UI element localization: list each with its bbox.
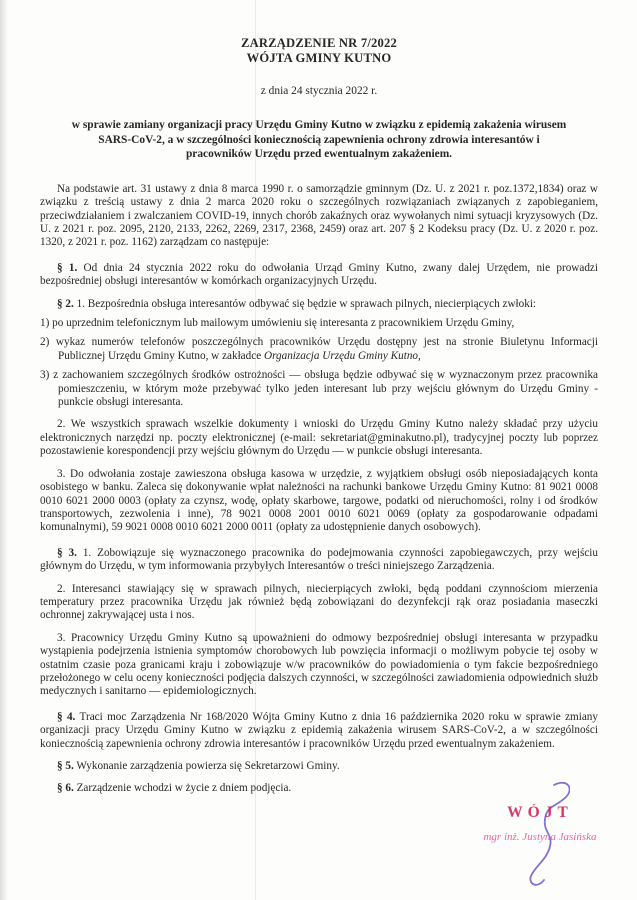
section-3-point-3: 3. Pracownicy Urzędu Gminy Kutno są upoważnieni do odmowy bezpośredniej obsługi interesanta w przypadku wystąpienia podejrzenia istnienia symptomów chorobowych lub powzięcia informacji o możliwym pobycie tej osoby w ostatnim czasie poza granicami kraju i zobowiązuje w/w pracowników do powiadomienia o tym fakcie bezpośredniego przełożonego w celu oceny konieczności podjęcia dalszych czynności, w szczególności zawiadomienia odpowiednich służb medycznych i sanitarno — epidemiologicznych. [40,631,598,698]
section-4-text: Traci moc Zarządzenia Nr 168/2020 Wójta Gminy Kutno z dnia 16 października 2020 roku w sprawie zmiany organizacji pracy Urzędu Gminy Kutno w związku z epidemią zakażenia wirusem SARS-CoV-2, a w szczególności koniecznością zapewnienia ochrony zdrowia interesantów i pracowników Urzędu przed ewentualnym zakażeniem. [40,710,598,750]
section-4-paragraph [40,711,598,751]
section-1-text: Od dnia 24 stycznia 2022 roku do odwołania Urząd Gminy Kutno, zwany dalej Urzędem, nie prowadzi bezpośredniej obsługi interesantów w komórkach organizacyjnych Urzędu. [40,261,599,288]
section-5-text: Wykonanie zarządzenia powierza się Sekretarzowi Gminy. [76,760,340,772]
section-2-intro-text: 1. Bezpośrednia obsługa interesantów odbywać się będzie w sprawach pilnych, niecierpiących zwłoki: [76,297,537,310]
wojt-stamp-text: WÓJT [507,804,573,821]
list-item-number: 2) [40,336,50,349]
document-title [40,36,598,66]
list-item-number: 1) [40,317,50,330]
section-2-list-item-2 [40,336,598,363]
document-date: z dnia 24 stycznia 2022 r. [260,85,378,97]
section-3-point-1-text: 1. Zobowiązuje się wyznaczonego pracownika do podejmowania czynności zapobiegawczych, przy wejściu głównym do Urzędu, w tym informowania przybyłych Interesantów o treści niniejszego Zarządzenia. [40,546,598,573]
signature-block [452,780,628,898]
section-1-paragraph [40,262,598,289]
section-2-point-2: 2. We wszystkich sprawach wszelkie dokumenty i wnioski do Urzędu Gminy Kutno należy składać przy użyciu elektronicznych narzędzi np. poczty elektronicznej (e-mail: sekretariat@gminakutno.pl), tradycyjnej poczty lub poprzez pozostawienie korespondencji przy wejściu głównym do Urzędu — w punkcie obsługi interesanta. [40,418,598,458]
document-body [40,36,598,796]
list-item-text: wykaz numerów telefonów poszczególnych pracowników Urzędu dostępny jest na stronie Biuletynu Informacji Publicznej Urzędu Gminy Kutno, w zakładce [55,336,598,362]
document-subject: w sprawie zamiany organizacji pracy Urzędu Gminy Kutno w związku z epidemią zakażenia wirusem SARS-CoV-2, a w szczególności koniecznością zapewnienia ochrony zdrowia interesantów i pracowników Urzędu przed ewentualnym zakażeniem. [71,119,567,161]
title-line-2: WÓJTA GMINY KUTNO [246,51,392,65]
section-2-label: § 2. [57,297,74,310]
section-3-point-1 [40,547,598,574]
list-item-number: 3) [40,369,50,382]
section-6-text: Zarządzenie wchodzi w życie z dniem podjęcia. [76,782,292,795]
section-2-list-item-1 [40,317,598,330]
section-6-label: § 6. [57,782,74,795]
list-item-text: po uprzednim telefonicznym lub mailowym umówieniu się interesanta z pracownikiem Urzędu Gminy, [52,317,515,330]
list-item-italic-text: Organizacja Urzędu Gminy Kutno, [263,349,421,362]
section-2-point-3: 3. Do odwołania zostaje zawieszona obsługa kasowa w urzędzie, z wyjątkiem obsługi osób nieposiadających konta osobistego w banku. Zaleca się dokonywanie wpłat należności na rachunki bankowe Urzędu Gminy Kutno: 81 9021 0008 0010 6021 2000 0003 (opłaty za czynsz, wodę, opłaty skarbowe, targowe, podatki od nieruchomości, rolny i od środków transportowych, zezwolenia i inne), 78 9021 0008 2001 0010 6021 0069 (opłaty za gospodarowanie odpadami komunalnymi), 59 9021 0008 0010 6021 2000 0011 (opłaty za udostępnienie danych osobowych). [40,467,598,534]
section-1-label: § 1. [57,261,78,274]
section-4-label: § 4. [57,710,76,723]
section-5-label: § 5. [57,760,74,772]
title-line-1: ZARZĄDZENIE NR 7/2022 [240,36,398,50]
signer-name-text: mgr inż. Justyna Jasińska [483,831,597,843]
list-item-text: z zachowaniem szczególnych środków ostrożności — obsługa będzie odbywać się w wyznaczonym przez pracownika pomieszczeniu, w którym może przebywać tylko jeden interesant lub przy wejściu głównym do Urzędu Gminy - punkcie obsługi interesanta. [53,369,599,409]
section-2-intro [40,298,598,311]
section-3-point-2: 2. Interesanci stawiający się w sprawach pilnych, niecierpiących zwłoki, będą poddani czynnościom mierzenia temperatury przez pracownika Urzędu jak również będą zobowiązani do dezynfekcji rąk oraz posiadania maseczki ochronnej zakrywającej usta i nos. [40,582,598,622]
scan-edge-shadow [0,0,8,900]
section-2-list-item-3 [40,369,598,409]
section-5-paragraph [40,760,598,773]
section-3-label: § 3. [57,546,77,559]
preamble-paragraph: Na podstawie art. 31 ustawy z dnia 8 marca 1990 r. o samorządzie gminnym (Dz. U. z 2021 r. poz.1372,1834) oraz w związku z treścią ustawy z dnia 2 marca 2020 roku o szczególnych rozwiązaniach związanych z zapobieganiem, przeciwdziałaniem i zwalczaniem COVID-19, innych chorób zakaźnych oraz wywołanych nimi sytuacji kryzysowych (Dz. U. z 2021 r. poz. 2095, 2120, 2133, 2262, 2269, 2317, 2368, 2459) oraz art. 207 § 2 Kodeksu pracy (Dz. U. z 2020 r. poz. 1320, z 2021 r. poz. 1162) zarządzam co następuje: [40,182,598,249]
